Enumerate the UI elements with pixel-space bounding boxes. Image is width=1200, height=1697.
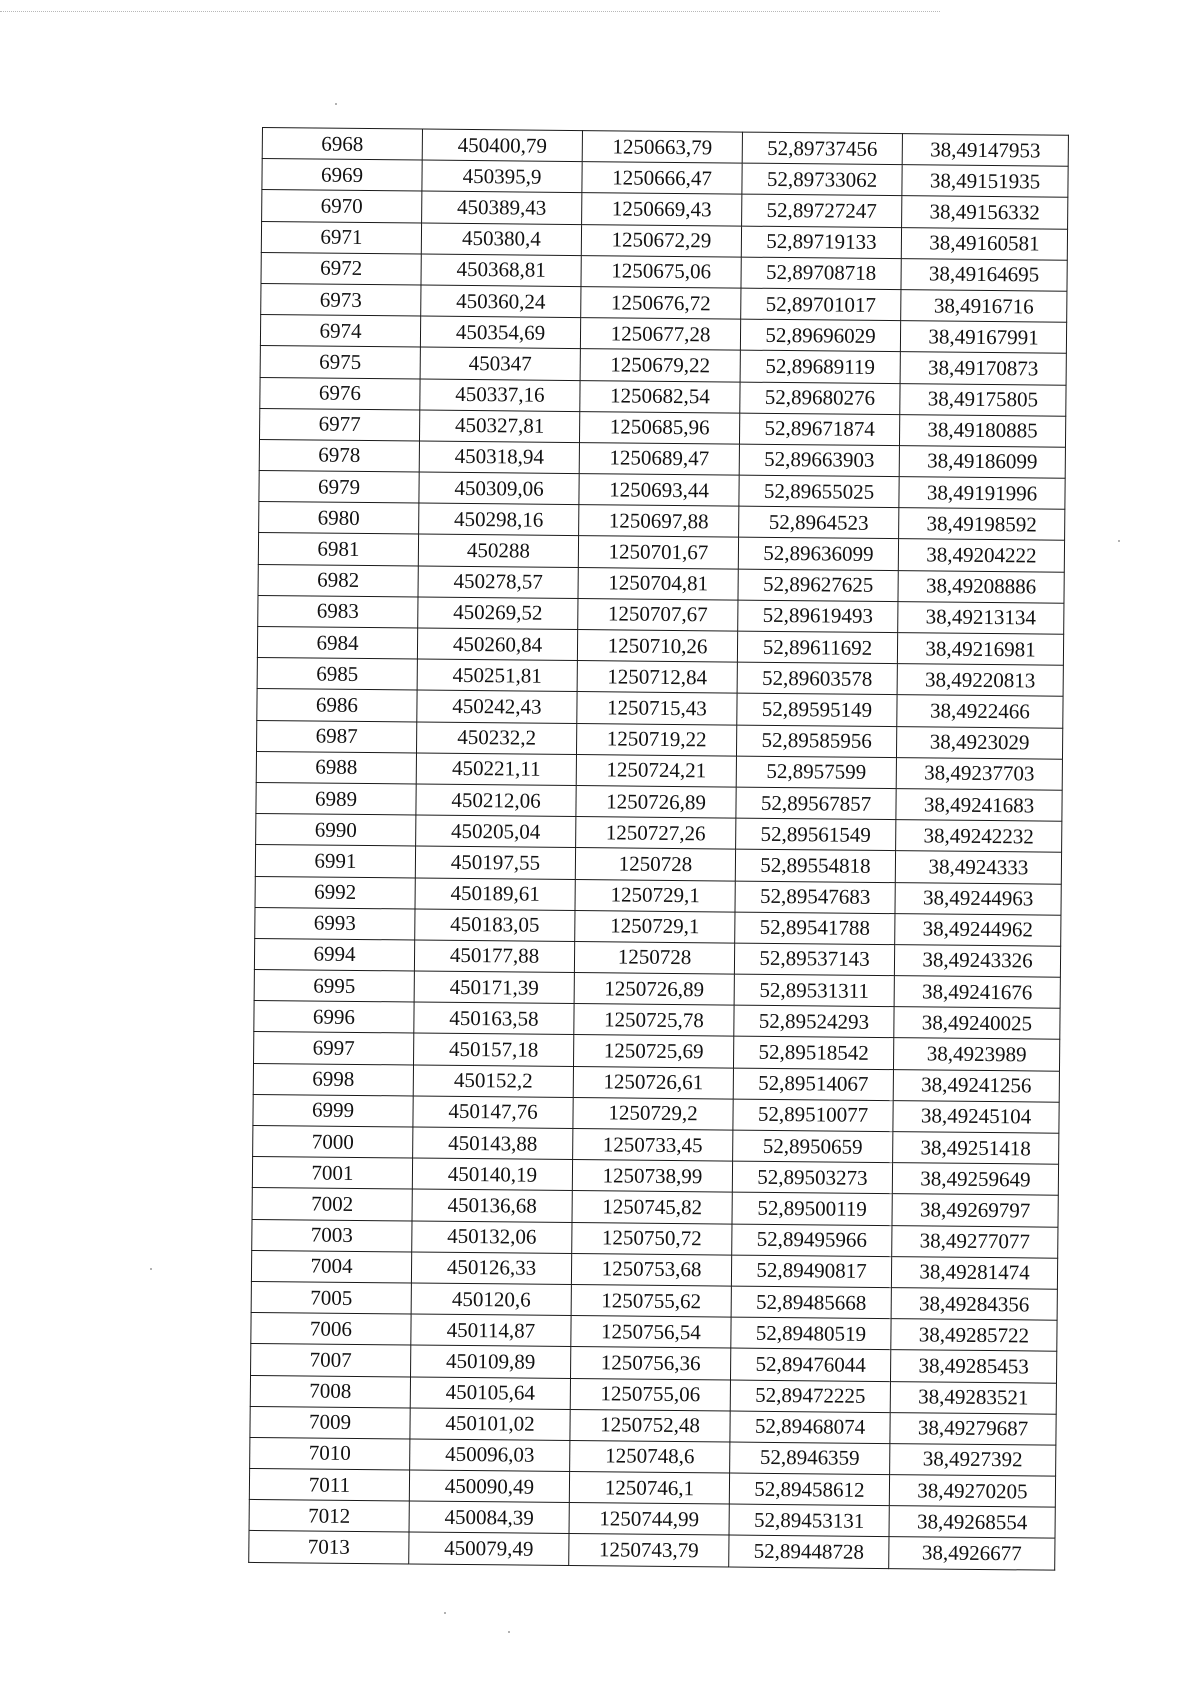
latitude-cell: 52,89627625 — [738, 569, 898, 602]
longitude-cell: 38,49251418 — [893, 1132, 1059, 1165]
latitude-cell: 52,89537143 — [734, 943, 894, 976]
y-coordinate-cell: 1250726,61 — [573, 1066, 733, 1099]
x-coordinate-cell: 450395,9 — [422, 160, 582, 193]
longitude-cell: 38,49243326 — [894, 944, 1060, 977]
x-coordinate-cell: 450120,6 — [411, 1283, 571, 1316]
y-coordinate-cell: 1250675,06 — [581, 255, 741, 288]
latitude-cell: 52,89485668 — [731, 1286, 891, 1319]
latitude-cell: 52,89490817 — [731, 1255, 891, 1288]
x-coordinate-cell: 450278,57 — [418, 566, 578, 599]
point-number-cell: 7013 — [249, 1531, 409, 1564]
point-number-cell: 6987 — [257, 720, 417, 753]
y-coordinate-cell: 1250755,06 — [570, 1378, 730, 1411]
longitude-cell: 38,49270205 — [889, 1475, 1055, 1508]
x-coordinate-cell: 450251,81 — [417, 659, 577, 692]
longitude-cell: 38,49156332 — [902, 196, 1068, 229]
y-coordinate-cell: 1250677,28 — [580, 318, 740, 351]
point-number-cell: 6996 — [254, 1001, 414, 1034]
longitude-cell: 38,49281474 — [891, 1256, 1057, 1289]
latitude-cell: 52,89448728 — [729, 1535, 889, 1568]
y-coordinate-cell: 1250746,1 — [569, 1472, 729, 1505]
longitude-cell: 38,49164695 — [901, 258, 1067, 291]
longitude-cell: 38,49259649 — [892, 1163, 1058, 1196]
y-coordinate-cell: 1250756,36 — [571, 1347, 731, 1380]
scan-speck — [508, 1631, 510, 1633]
latitude-cell: 52,89547683 — [735, 881, 895, 914]
longitude-cell: 38,49180885 — [899, 414, 1065, 447]
latitude-cell: 52,89603578 — [737, 662, 897, 695]
x-coordinate-cell: 450109,89 — [411, 1345, 571, 1378]
x-coordinate-cell: 450090,49 — [409, 1470, 569, 1503]
point-number-cell: 6980 — [259, 502, 419, 535]
y-coordinate-cell: 1250728 — [574, 941, 734, 974]
longitude-cell: 38,49285453 — [890, 1350, 1056, 1383]
latitude-cell: 52,89476044 — [730, 1348, 890, 1381]
longitude-cell: 38,49208886 — [898, 570, 1064, 603]
point-number-cell: 6997 — [254, 1032, 414, 1065]
latitude-cell: 52,89554818 — [735, 849, 895, 882]
x-coordinate-cell: 450183,05 — [415, 909, 575, 942]
latitude-cell: 52,89585956 — [736, 725, 896, 758]
point-number-cell: 6984 — [257, 626, 417, 659]
y-coordinate-cell: 1250715,43 — [577, 692, 737, 725]
longitude-cell: 38,4916716 — [901, 290, 1067, 323]
point-number-cell: 6983 — [258, 595, 418, 628]
latitude-cell: 52,89727247 — [742, 194, 902, 227]
latitude-cell: 52,8964523 — [739, 506, 899, 539]
latitude-cell: 52,89737456 — [742, 132, 902, 165]
scan-speck — [150, 1268, 152, 1270]
longitude-cell: 38,49240025 — [894, 1007, 1060, 1040]
y-coordinate-cell: 1250726,89 — [576, 785, 736, 818]
longitude-cell: 38,4927392 — [890, 1443, 1056, 1476]
latitude-cell: 52,89524293 — [734, 1005, 894, 1038]
y-coordinate-cell: 1250729,2 — [573, 1097, 733, 1130]
latitude-cell: 52,8950659 — [733, 1130, 893, 1163]
longitude-cell: 38,49241683 — [896, 789, 1062, 822]
y-coordinate-cell: 1250682,54 — [580, 380, 740, 413]
x-coordinate-cell: 450221,11 — [416, 753, 576, 786]
y-coordinate-cell: 1250666,47 — [582, 162, 742, 195]
point-number-cell: 7009 — [250, 1406, 410, 1439]
x-coordinate-cell: 450260,84 — [417, 628, 577, 661]
longitude-cell: 38,49220813 — [897, 664, 1063, 697]
x-coordinate-cell: 450105,64 — [410, 1376, 570, 1409]
y-coordinate-cell: 1250733,45 — [573, 1129, 733, 1162]
longitude-cell: 38,49242232 — [896, 820, 1062, 853]
y-coordinate-cell: 1250743,79 — [569, 1534, 729, 1567]
x-coordinate-cell: 450368,81 — [421, 254, 581, 287]
y-coordinate-cell: 1250750,72 — [572, 1222, 732, 1255]
point-number-cell: 6969 — [262, 159, 422, 192]
longitude-cell: 38,49244963 — [895, 882, 1061, 915]
point-number-cell: 6988 — [256, 751, 416, 784]
point-number-cell: 7005 — [251, 1281, 411, 1314]
latitude-cell: 52,8946359 — [730, 1442, 890, 1475]
longitude-cell: 38,49175805 — [900, 383, 1066, 416]
x-coordinate-cell: 450288 — [418, 534, 578, 567]
latitude-cell: 52,89458612 — [729, 1473, 889, 1506]
latitude-cell: 52,89541788 — [735, 912, 895, 945]
y-coordinate-cell: 1250719,22 — [576, 723, 736, 756]
y-coordinate-cell: 1250744,99 — [569, 1503, 729, 1536]
y-coordinate-cell: 1250712,84 — [577, 661, 737, 694]
y-coordinate-cell: 1250676,72 — [581, 287, 741, 320]
longitude-cell: 38,49147953 — [902, 134, 1068, 167]
longitude-cell: 38,49151935 — [902, 165, 1068, 198]
longitude-cell: 38,4924333 — [895, 851, 1061, 884]
latitude-cell: 52,89733062 — [742, 163, 902, 196]
latitude-cell: 52,89701017 — [741, 288, 901, 321]
y-coordinate-cell: 1250725,69 — [573, 1035, 733, 1068]
longitude-cell: 38,49277077 — [892, 1225, 1058, 1258]
x-coordinate-cell: 450084,39 — [409, 1501, 569, 1534]
point-number-cell: 6991 — [255, 845, 415, 878]
latitude-cell: 52,89500119 — [732, 1192, 892, 1225]
x-coordinate-cell: 450318,94 — [419, 441, 579, 474]
point-number-cell: 6993 — [255, 907, 415, 940]
y-coordinate-cell: 1250755,62 — [571, 1284, 731, 1317]
point-number-cell: 6998 — [253, 1063, 413, 1096]
latitude-cell: 52,89689119 — [740, 350, 900, 383]
longitude-cell: 38,49160581 — [901, 227, 1067, 260]
point-number-cell: 6999 — [253, 1094, 413, 1127]
longitude-cell: 38,49216981 — [897, 633, 1063, 666]
table-row — [249, 1531, 1055, 1570]
y-coordinate-cell: 1250753,68 — [571, 1253, 731, 1286]
x-coordinate-cell: 450140,19 — [412, 1158, 572, 1191]
longitude-cell: 38,4923989 — [893, 1038, 1059, 1071]
longitude-cell: 38,49241676 — [894, 976, 1060, 1009]
latitude-cell: 52,89636099 — [738, 538, 898, 571]
latitude-cell: 52,89595149 — [737, 693, 897, 726]
point-number-cell: 6976 — [260, 377, 420, 410]
latitude-cell: 52,89619493 — [738, 600, 898, 633]
x-coordinate-cell: 450189,61 — [415, 878, 575, 911]
x-coordinate-cell: 450177,88 — [414, 940, 574, 973]
y-coordinate-cell: 1250725,78 — [574, 1004, 734, 1037]
point-number-cell: 6990 — [256, 814, 416, 847]
y-coordinate-cell: 1250701,67 — [578, 536, 738, 569]
x-coordinate-cell: 450212,06 — [416, 784, 576, 817]
x-coordinate-cell: 450171,39 — [414, 971, 574, 1004]
latitude-cell: 52,89503273 — [732, 1161, 892, 1194]
scan-top-edge — [0, 11, 940, 12]
x-coordinate-cell: 450327,81 — [419, 410, 579, 443]
point-number-cell: 6973 — [261, 283, 421, 316]
x-coordinate-cell: 450157,18 — [414, 1033, 574, 1066]
x-coordinate-cell: 450309,06 — [419, 472, 579, 505]
x-coordinate-cell: 450337,16 — [420, 379, 580, 412]
point-number-cell: 7012 — [249, 1500, 409, 1533]
y-coordinate-cell: 1250663,79 — [582, 131, 742, 164]
latitude-cell: 52,89453131 — [729, 1504, 889, 1537]
point-number-cell: 6979 — [259, 471, 419, 504]
x-coordinate-cell: 450197,55 — [415, 846, 575, 879]
longitude-cell: 38,49213134 — [898, 601, 1064, 634]
latitude-cell: 52,89680276 — [740, 382, 900, 415]
x-coordinate-cell: 450298,16 — [419, 503, 579, 536]
latitude-cell: 52,89567857 — [736, 787, 896, 820]
latitude-cell: 52,89719133 — [741, 226, 901, 259]
coordinate-table — [248, 127, 1069, 1570]
y-coordinate-cell: 1250748,6 — [570, 1440, 730, 1473]
latitude-cell: 52,89611692 — [737, 631, 897, 664]
scan-speck — [444, 1612, 446, 1614]
point-number-cell: 7008 — [250, 1375, 410, 1408]
longitude-cell: 38,4926677 — [889, 1537, 1055, 1570]
x-coordinate-cell: 450232,2 — [417, 722, 577, 755]
latitude-cell: 52,8957599 — [736, 756, 896, 789]
latitude-cell: 52,89510077 — [733, 1099, 893, 1132]
point-number-cell: 6970 — [262, 190, 422, 223]
x-coordinate-cell: 450143,88 — [413, 1127, 573, 1160]
point-number-cell: 7006 — [251, 1313, 411, 1346]
y-coordinate-cell: 1250726,89 — [574, 973, 734, 1006]
x-coordinate-cell: 450147,76 — [413, 1096, 573, 1129]
longitude-cell: 38,49204222 — [898, 539, 1064, 572]
x-coordinate-cell: 450205,04 — [416, 815, 576, 848]
latitude-cell: 52,89531311 — [734, 974, 894, 1007]
y-coordinate-cell: 1250707,67 — [578, 598, 738, 631]
y-coordinate-cell: 1250704,81 — [578, 567, 738, 600]
point-number-cell: 7001 — [252, 1157, 412, 1190]
longitude-cell: 38,49167991 — [900, 321, 1066, 354]
latitude-cell: 52,89708718 — [741, 257, 901, 290]
x-coordinate-cell: 450389,43 — [422, 191, 582, 224]
longitude-cell: 38,49269797 — [892, 1194, 1058, 1227]
x-coordinate-cell: 450114,87 — [411, 1314, 571, 1347]
longitude-cell: 38,49198592 — [899, 508, 1065, 541]
scan-speck — [335, 103, 337, 105]
point-number-cell: 6978 — [259, 439, 419, 472]
latitude-cell: 52,89696029 — [740, 319, 900, 352]
y-coordinate-cell: 1250745,82 — [572, 1191, 732, 1224]
latitude-cell: 52,89671874 — [739, 413, 899, 446]
x-coordinate-cell: 450163,58 — [414, 1002, 574, 1035]
point-number-cell: 7007 — [251, 1344, 411, 1377]
y-coordinate-cell: 1250727,26 — [576, 817, 736, 850]
longitude-cell: 38,49186099 — [899, 446, 1065, 479]
point-number-cell: 6994 — [254, 938, 414, 971]
point-number-cell: 6977 — [260, 408, 420, 441]
y-coordinate-cell: 1250756,54 — [571, 1316, 731, 1349]
point-number-cell: 7003 — [252, 1219, 412, 1252]
y-coordinate-cell: 1250685,96 — [579, 411, 739, 444]
x-coordinate-cell: 450132,06 — [412, 1221, 572, 1254]
point-number-cell: 6985 — [257, 658, 417, 691]
y-coordinate-cell: 1250729,1 — [575, 910, 735, 943]
y-coordinate-cell: 1250672,29 — [581, 224, 741, 257]
point-number-cell: 7004 — [251, 1250, 411, 1283]
x-coordinate-cell: 450269,52 — [418, 597, 578, 630]
point-number-cell: 6974 — [260, 315, 420, 348]
y-coordinate-cell: 1250728 — [575, 848, 735, 881]
longitude-cell: 38,4923029 — [896, 726, 1062, 759]
longitude-cell: 38,49191996 — [899, 477, 1065, 510]
longitude-cell: 38,49283521 — [890, 1381, 1056, 1414]
point-number-cell: 6975 — [260, 346, 420, 379]
point-number-cell: 7010 — [250, 1437, 410, 1470]
y-coordinate-cell: 1250693,44 — [579, 474, 739, 507]
x-coordinate-cell: 450101,02 — [410, 1408, 570, 1441]
y-coordinate-cell: 1250697,88 — [579, 505, 739, 538]
y-coordinate-cell: 1250679,22 — [580, 349, 740, 382]
y-coordinate-cell: 1250689,47 — [579, 442, 739, 475]
point-number-cell: 6995 — [254, 970, 414, 1003]
latitude-cell: 52,89495966 — [732, 1224, 892, 1257]
longitude-cell: 38,49285722 — [891, 1319, 1057, 1352]
coordinate-table-body — [249, 128, 1069, 1570]
point-number-cell: 7011 — [249, 1469, 409, 1502]
y-coordinate-cell: 1250724,21 — [576, 754, 736, 787]
point-number-cell: 6968 — [262, 128, 422, 161]
point-number-cell: 6972 — [261, 252, 421, 285]
x-coordinate-cell: 450126,33 — [411, 1252, 571, 1285]
point-number-cell: 6986 — [257, 689, 417, 722]
latitude-cell: 52,89480519 — [731, 1317, 891, 1350]
y-coordinate-cell: 1250752,48 — [570, 1409, 730, 1442]
latitude-cell: 52,89655025 — [739, 475, 899, 508]
point-number-cell: 6989 — [256, 782, 416, 815]
point-number-cell: 6992 — [255, 876, 415, 909]
latitude-cell: 52,89514067 — [733, 1068, 893, 1101]
point-number-cell: 6982 — [258, 564, 418, 597]
longitude-cell: 38,49170873 — [900, 352, 1066, 385]
y-coordinate-cell: 1250738,99 — [572, 1160, 732, 1193]
latitude-cell: 52,89468074 — [730, 1411, 890, 1444]
x-coordinate-cell: 450242,43 — [417, 690, 577, 723]
y-coordinate-cell: 1250729,1 — [575, 879, 735, 912]
longitude-cell: 38,49279687 — [890, 1412, 1056, 1445]
point-number-cell: 7002 — [252, 1188, 412, 1221]
x-coordinate-cell: 450354,69 — [420, 316, 580, 349]
longitude-cell: 38,49237703 — [896, 757, 1062, 790]
x-coordinate-cell: 450096,03 — [410, 1439, 570, 1472]
point-number-cell: 6981 — [258, 533, 418, 566]
latitude-cell: 52,89561549 — [736, 818, 896, 851]
x-coordinate-cell: 450347 — [420, 347, 580, 380]
x-coordinate-cell: 450400,79 — [422, 129, 582, 162]
longitude-cell: 38,49268554 — [889, 1506, 1055, 1539]
longitude-cell: 38,49245104 — [893, 1100, 1059, 1133]
x-coordinate-cell: 450380,4 — [421, 223, 581, 256]
longitude-cell: 38,49241256 — [893, 1069, 1059, 1102]
scan-speck — [1118, 540, 1120, 542]
point-number-cell: 6971 — [261, 221, 421, 254]
longitude-cell: 38,49244962 — [895, 913, 1061, 946]
y-coordinate-cell: 1250669,43 — [582, 193, 742, 226]
x-coordinate-cell: 450079,49 — [409, 1532, 569, 1565]
x-coordinate-cell: 450152,2 — [413, 1065, 573, 1098]
y-coordinate-cell: 1250710,26 — [577, 630, 737, 663]
x-coordinate-cell: 450360,24 — [421, 285, 581, 318]
latitude-cell: 52,89472225 — [730, 1380, 890, 1413]
longitude-cell: 38,4922466 — [897, 695, 1063, 728]
latitude-cell: 52,89663903 — [739, 444, 899, 477]
longitude-cell: 38,49284356 — [891, 1288, 1057, 1321]
point-number-cell: 7000 — [253, 1125, 413, 1158]
latitude-cell: 52,89518542 — [733, 1037, 893, 1070]
x-coordinate-cell: 450136,68 — [412, 1189, 572, 1222]
